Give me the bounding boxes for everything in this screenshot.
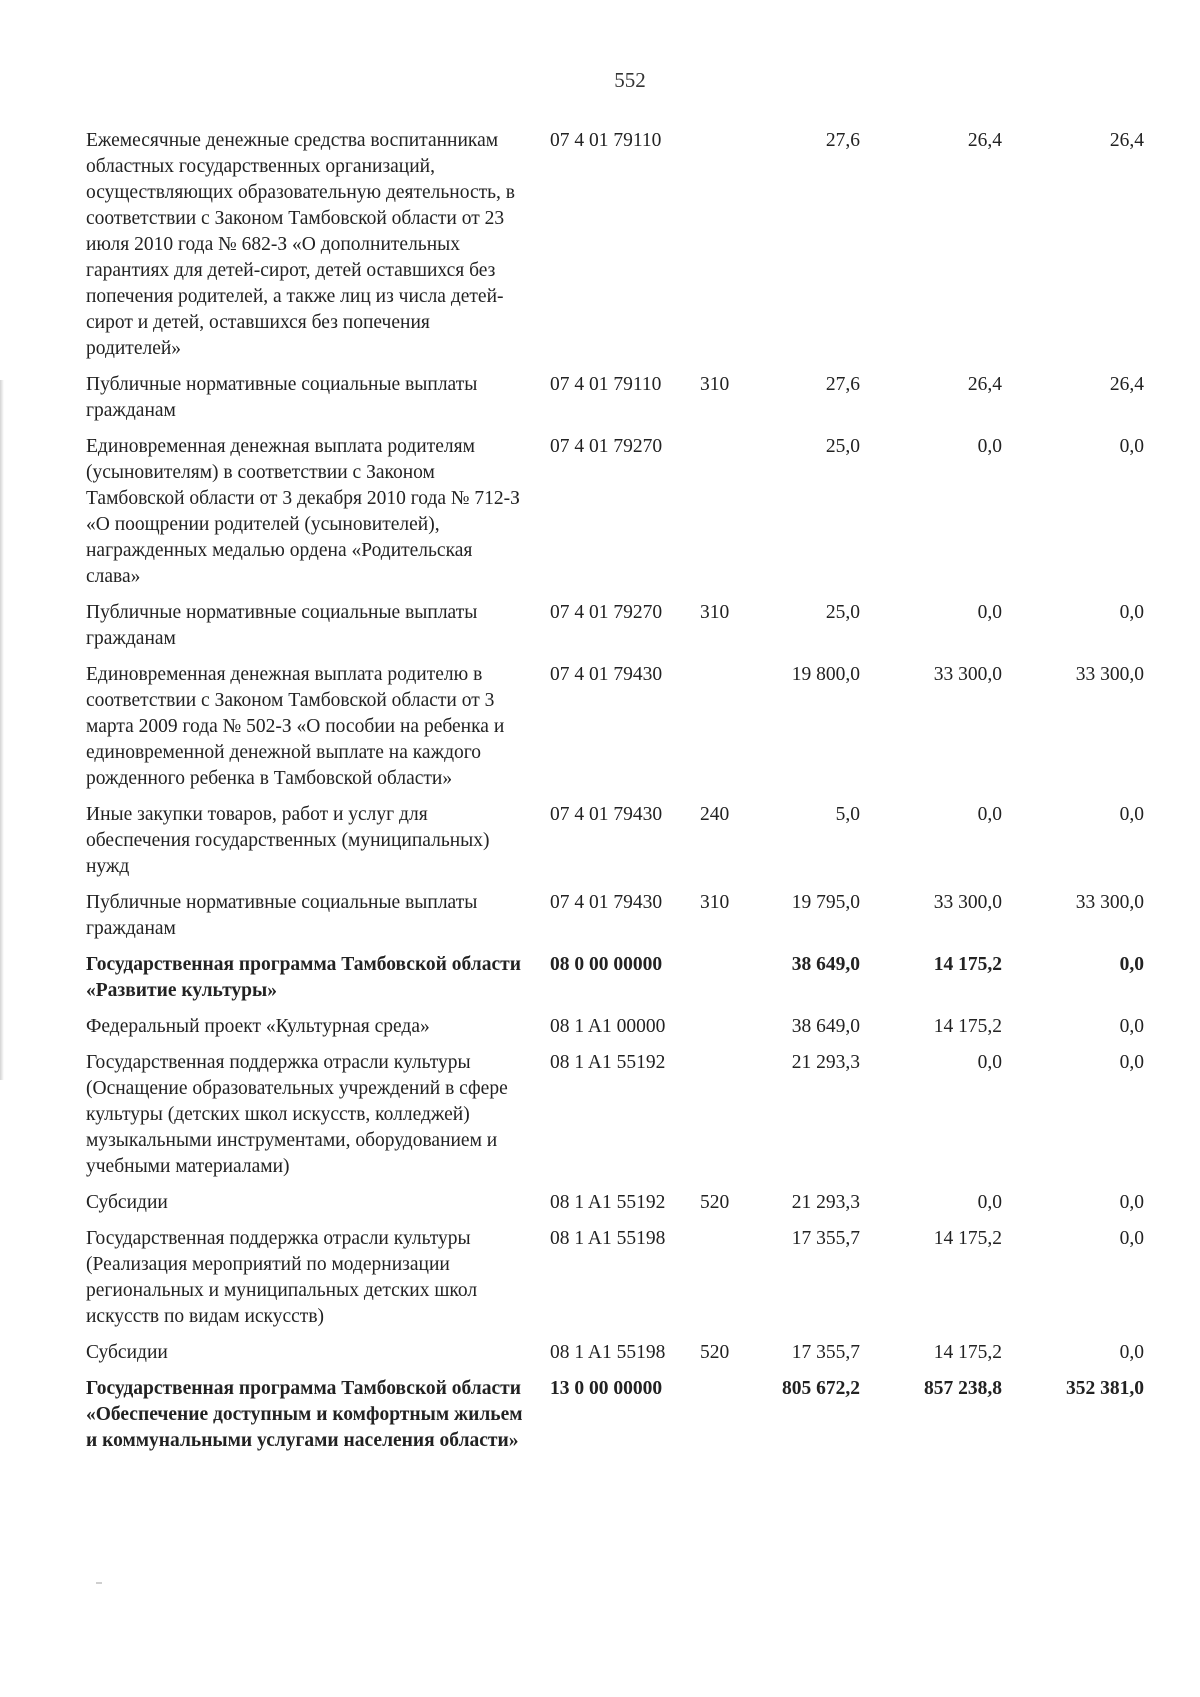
row-name: Государственная поддержка отрасли культуры (Оснащение образовательных учреждений в сфере культуры (детских школ искусств, колледжей) музыкальными инструментами, оборудованием и учебными материалами)	[86, 1052, 508, 1177]
row-value-year-3: 0,0	[1119, 954, 1144, 975]
table-row	[86, 952, 1144, 1014]
row-name: Публичные нормативные социальные выплаты гражданам	[86, 892, 478, 939]
row-value-year-2: 0,0	[977, 602, 1002, 623]
row-expense-type: 520	[700, 1192, 730, 1213]
row-value-year-1: 27,6	[825, 130, 860, 151]
table-row	[86, 372, 1144, 434]
row-name: Субсидии	[86, 1192, 168, 1213]
row-value-year-3: 26,4	[1109, 130, 1144, 151]
row-expense-type	[700, 434, 740, 600]
table-row	[86, 600, 1144, 662]
row-value-year-1: 805 672,2	[782, 1378, 860, 1399]
row-name: Федеральный проект «Культурная среда»	[86, 1016, 430, 1037]
row-value-year-3: 0,0	[1119, 804, 1144, 825]
row-value-year-2: 0,0	[977, 804, 1002, 825]
row-name: Иные закупки товаров, работ и услуг для обеспечения государственных (муниципальных) нужд	[86, 804, 490, 877]
row-expense-type: 310	[700, 602, 730, 623]
row-name: Единовременная денежная выплата родителям (усыновителям) в соответствии с Законом Тамбовской области от 3 декабря 2010 года № 712-З «О поощрении родителей (усыновителей), награжденных медалью ордена «Родительская слава»	[86, 436, 520, 587]
row-expense-type: 240	[700, 804, 730, 825]
row-name: Государственная поддержка отрасли культуры (Реализация мероприятий по модернизации региональных и муниципальных детских школ искусств по видам искусств)	[86, 1228, 478, 1327]
row-code: 07 4 01 79430	[550, 664, 663, 685]
row-value-year-3: 0,0	[1119, 1192, 1144, 1213]
table-row	[86, 662, 1144, 802]
row-code: 07 4 01 79430	[550, 892, 663, 913]
row-code: 07 4 01 79270	[550, 602, 663, 623]
table-row	[86, 1376, 1144, 1464]
row-value-year-2: 0,0	[977, 436, 1002, 457]
row-code: 08 0 00 00000	[550, 954, 663, 975]
row-value-year-1: 17 355,7	[791, 1228, 860, 1249]
scan-edge-shadow	[0, 380, 4, 1080]
row-expense-type	[700, 1014, 740, 1050]
row-value-year-2: 857 238,8	[924, 1378, 1002, 1399]
row-value-year-2: 0,0	[977, 1052, 1002, 1073]
row-value-year-2: 14 175,2	[933, 954, 1002, 975]
budget-table	[86, 128, 1144, 1464]
row-value-year-3: 352 381,0	[1066, 1378, 1144, 1399]
row-code: 08 1 A1 55198	[550, 1342, 666, 1363]
row-code: 08 1 A1 00000	[550, 1016, 666, 1037]
row-name: Ежемесячные денежные средства воспитанникам областных государственных организаций, осуществляющих образовательную деятельность, в соответствии с Законом Тамбовской области от 23 июля 2010 года № 682-З «О дополнительных гарантиях для детей-сирот, детей оставшихся без попечения родителей, а также лиц из числа детей-сирот и детей, оставшихся без попечения родителей»	[86, 130, 515, 359]
row-value-year-3: 0,0	[1119, 436, 1144, 457]
row-value-year-2: 33 300,0	[933, 664, 1002, 685]
row-code: 13 0 00 00000	[550, 1378, 663, 1399]
row-value-year-3: 33 300,0	[1075, 892, 1144, 913]
row-value-year-2: 33 300,0	[933, 892, 1002, 913]
table-row	[86, 128, 1144, 372]
row-value-year-1: 17 355,7	[791, 1342, 860, 1363]
row-value-year-3: 0,0	[1119, 1016, 1144, 1037]
row-name: Единовременная денежная выплата родителю в соответствии с Законом Тамбовской области от 3 марта 2009 года № 502-З «О пособии на ребенка и единовременной денежной выплате на каждого рожденного ребенка в Тамбовской области»	[86, 664, 505, 789]
row-value-year-2: 26,4	[967, 130, 1002, 151]
table-row	[86, 890, 1144, 952]
table-row	[86, 1340, 1144, 1376]
row-code: 08 1 A1 55198	[550, 1228, 666, 1249]
row-value-year-2: 14 175,2	[933, 1016, 1002, 1037]
row-value-year-1: 21 293,3	[791, 1052, 860, 1073]
row-expense-type	[700, 1050, 740, 1190]
row-name: Государственная программа Тамбовской области «Развитие культуры»	[86, 954, 521, 1001]
row-value-year-2: 0,0	[977, 1192, 1002, 1213]
row-expense-type: 310	[700, 374, 730, 395]
row-value-year-2: 14 175,2	[933, 1228, 1002, 1249]
row-name: Публичные нормативные социальные выплаты гражданам	[86, 374, 478, 421]
table-row	[86, 802, 1144, 890]
row-value-year-1: 25,0	[825, 602, 860, 623]
row-value-year-1: 19 800,0	[791, 664, 860, 685]
row-value-year-1: 25,0	[825, 436, 860, 457]
row-value-year-3: 33 300,0	[1075, 664, 1144, 685]
row-value-year-2: 26,4	[967, 374, 1002, 395]
row-value-year-3: 0,0	[1119, 1342, 1144, 1363]
row-value-year-1: 38 649,0	[791, 954, 860, 975]
row-value-year-1: 21 293,3	[791, 1192, 860, 1213]
row-value-year-3: 0,0	[1119, 602, 1144, 623]
row-value-year-3: 0,0	[1119, 1228, 1144, 1249]
row-expense-type: 310	[700, 892, 730, 913]
row-value-year-1: 38 649,0	[791, 1016, 860, 1037]
row-name: Публичные нормативные социальные выплаты гражданам	[86, 602, 478, 649]
row-code: 08 1 A1 55192	[550, 1052, 666, 1073]
row-code: 07 4 01 79270	[550, 436, 663, 457]
row-expense-type	[700, 1226, 740, 1340]
table-row	[86, 1014, 1144, 1050]
row-code: 07 4 01 79110	[550, 374, 662, 395]
row-expense-type	[700, 1376, 740, 1464]
row-value-year-3: 0,0	[1119, 1052, 1144, 1073]
table-row	[86, 1050, 1144, 1190]
scan-mark	[96, 1582, 102, 1584]
row-value-year-3: 26,4	[1109, 374, 1144, 395]
table-row	[86, 434, 1144, 600]
row-value-year-1: 19 795,0	[791, 892, 860, 913]
table-body	[86, 128, 1144, 1464]
page-number: 552	[614, 68, 646, 92]
row-expense-type	[700, 662, 740, 802]
row-code: 07 4 01 79430	[550, 804, 663, 825]
row-expense-type	[700, 952, 740, 1014]
row-name: Субсидии	[86, 1342, 168, 1363]
row-expense-type: 520	[700, 1342, 730, 1363]
row-value-year-1: 27,6	[825, 374, 860, 395]
row-value-year-1: 5,0	[835, 804, 860, 825]
row-value-year-2: 14 175,2	[933, 1342, 1002, 1363]
table-row	[86, 1190, 1144, 1226]
row-code: 07 4 01 79110	[550, 130, 662, 151]
table-row	[86, 1226, 1144, 1340]
row-expense-type	[700, 128, 740, 372]
row-code: 08 1 A1 55192	[550, 1192, 666, 1213]
row-name: Государственная программа Тамбовской области «Обеспечение доступным и комфортным жильем и коммунальными услугами населения области»	[86, 1378, 523, 1451]
